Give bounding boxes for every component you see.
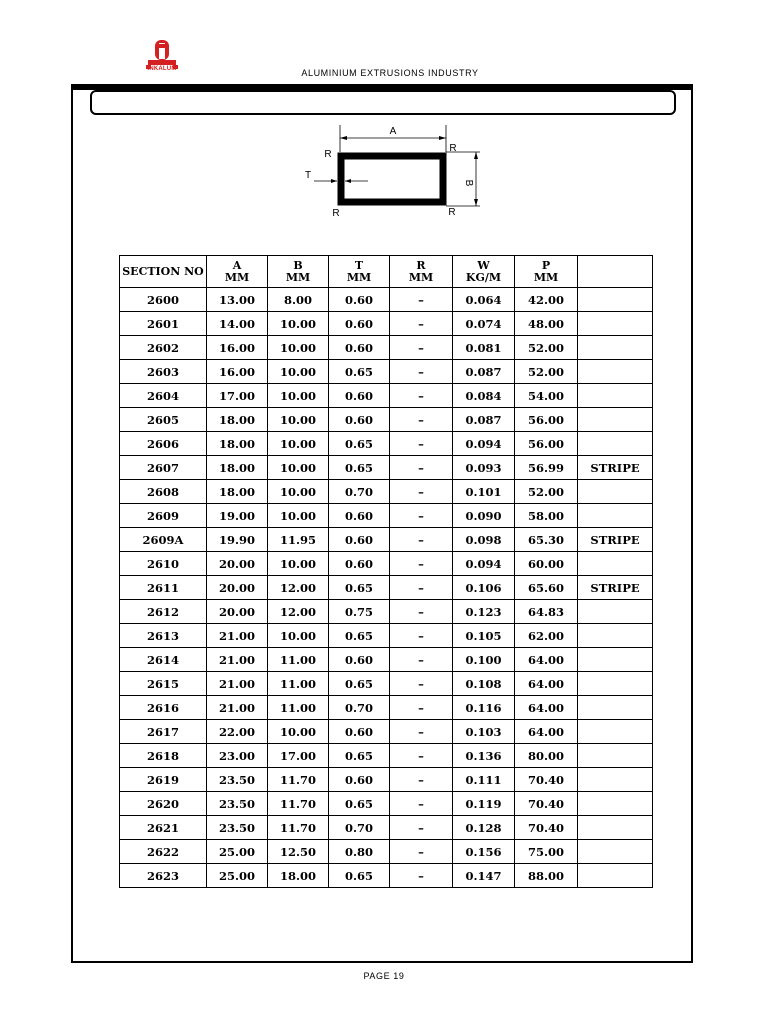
cell-t-mm: 0.65 xyxy=(329,792,390,816)
cell-section-no: 2605 xyxy=(120,408,207,432)
cell-a-mm: 20.00 xyxy=(207,576,268,600)
cell-section-no: 2617 xyxy=(120,720,207,744)
cell-r-mm: – xyxy=(390,480,453,504)
cell-section-no: 2601 xyxy=(120,312,207,336)
cell-r-mm: – xyxy=(390,744,453,768)
cell-p-mm: 80.00 xyxy=(515,744,578,768)
cell-b-mm: 11.00 xyxy=(268,648,329,672)
table-row xyxy=(120,480,653,504)
cell-section-no: 2608 xyxy=(120,480,207,504)
title-banner xyxy=(90,90,676,115)
table-row xyxy=(120,552,653,576)
column-header-w-kgm xyxy=(453,256,515,288)
dim-b-label: B xyxy=(463,179,474,187)
column-header-label: P xyxy=(541,258,551,272)
cell-r-mm: – xyxy=(390,768,453,792)
cell-a-mm: 21.00 xyxy=(207,672,268,696)
cell-p-mm: 48.00 xyxy=(515,312,578,336)
cell-p-mm: 52.00 xyxy=(515,336,578,360)
cell-t-mm: 0.65 xyxy=(329,672,390,696)
cell-t-mm: 0.70 xyxy=(329,480,390,504)
cell-b-mm: 11.70 xyxy=(268,792,329,816)
cell-section-no: 2616 xyxy=(120,696,207,720)
cell-t-mm: 0.70 xyxy=(329,816,390,840)
cell-b-mm: 10.00 xyxy=(268,504,329,528)
dim-t-label: T xyxy=(304,170,312,181)
column-header-label: R xyxy=(416,258,426,272)
cell-section-no: 2620 xyxy=(120,792,207,816)
column-header-label: SECTION NO xyxy=(122,264,204,278)
column-header-label: A xyxy=(232,258,242,272)
cell-b-mm: 18.00 xyxy=(268,864,329,888)
cell-remark xyxy=(578,864,653,888)
cell-a-mm: 18.00 xyxy=(207,456,268,480)
cell-r-mm: – xyxy=(390,672,453,696)
cell-b-mm: 10.00 xyxy=(268,480,329,504)
cell-a-mm: 23.50 xyxy=(207,768,268,792)
cell-p-mm: 65.60 xyxy=(515,576,578,600)
cell-section-no: 2610 xyxy=(120,552,207,576)
cell-t-mm: 0.60 xyxy=(329,504,390,528)
cell-t-mm: 0.75 xyxy=(329,600,390,624)
cell-r-mm: – xyxy=(390,720,453,744)
column-header-b-mm xyxy=(268,256,329,288)
cell-p-mm: 62.00 xyxy=(515,624,578,648)
cell-r-mm: – xyxy=(390,456,453,480)
cell-section-no: 2600 xyxy=(120,288,207,312)
cell-t-mm: 0.80 xyxy=(329,840,390,864)
radius-label-tr: R xyxy=(449,143,457,154)
cell-w-kgm: 0.094 xyxy=(453,552,515,576)
cell-remark xyxy=(578,480,653,504)
cell-t-mm: 0.70 xyxy=(329,696,390,720)
cell-w-kgm: 0.103 xyxy=(453,720,515,744)
cell-a-mm: 16.00 xyxy=(207,360,268,384)
cell-b-mm: 10.00 xyxy=(268,624,329,648)
cell-remark xyxy=(578,648,653,672)
cell-t-mm: 0.60 xyxy=(329,408,390,432)
cell-w-kgm: 0.094 xyxy=(453,432,515,456)
cell-section-no: 2604 xyxy=(120,384,207,408)
cell-t-mm: 0.65 xyxy=(329,864,390,888)
cell-a-mm: 20.00 xyxy=(207,600,268,624)
column-header-unit: MM xyxy=(224,270,250,284)
cell-a-mm: 17.00 xyxy=(207,384,268,408)
cell-w-kgm: 0.119 xyxy=(453,792,515,816)
cell-p-mm: 70.40 xyxy=(515,792,578,816)
cell-a-mm: 25.00 xyxy=(207,840,268,864)
cell-w-kgm: 0.098 xyxy=(453,528,515,552)
cell-t-mm: 0.65 xyxy=(329,360,390,384)
cell-section-no: 2609 xyxy=(120,504,207,528)
cell-p-mm: 88.00 xyxy=(515,864,578,888)
cell-section-no: 2621 xyxy=(120,816,207,840)
cell-remark xyxy=(578,312,653,336)
cell-p-mm: 56.00 xyxy=(515,408,578,432)
cell-a-mm: 16.00 xyxy=(207,336,268,360)
cell-section-no: 2603 xyxy=(120,360,207,384)
cell-remark xyxy=(578,816,653,840)
cell-a-mm: 21.00 xyxy=(207,648,268,672)
cell-w-kgm: 0.147 xyxy=(453,864,515,888)
cell-t-mm: 0.60 xyxy=(329,552,390,576)
table-row xyxy=(120,672,653,696)
cell-r-mm: – xyxy=(390,864,453,888)
cell-w-kgm: 0.101 xyxy=(453,480,515,504)
cell-p-mm: 60.00 xyxy=(515,552,578,576)
cell-b-mm: 10.00 xyxy=(268,720,329,744)
cell-remark xyxy=(578,600,653,624)
cell-w-kgm: 0.156 xyxy=(453,840,515,864)
table-row xyxy=(120,576,653,600)
cell-w-kgm: 0.064 xyxy=(453,288,515,312)
cell-b-mm: 8.00 xyxy=(268,288,329,312)
cell-t-mm: 0.60 xyxy=(329,288,390,312)
cell-section-no: 2606 xyxy=(120,432,207,456)
cell-p-mm: 70.40 xyxy=(515,816,578,840)
cell-r-mm: – xyxy=(390,624,453,648)
cell-section-no: 2618 xyxy=(120,744,207,768)
cell-t-mm: 0.65 xyxy=(329,576,390,600)
company-tagline: ALUMINIUM EXTRUSIONS INDUSTRY xyxy=(301,68,479,78)
column-header-unit: MM xyxy=(346,270,372,284)
cell-w-kgm: 0.084 xyxy=(453,384,515,408)
cell-remark xyxy=(578,696,653,720)
cell-a-mm: 21.00 xyxy=(207,624,268,648)
section-spec-table xyxy=(119,255,653,888)
cell-section-no: 2612 xyxy=(120,600,207,624)
table-header-row xyxy=(120,256,653,288)
cell-b-mm: 11.00 xyxy=(268,672,329,696)
cell-r-mm: – xyxy=(390,840,453,864)
cell-a-mm: 25.00 xyxy=(207,864,268,888)
cell-t-mm: 0.60 xyxy=(329,312,390,336)
cell-b-mm: 10.00 xyxy=(268,384,329,408)
cell-remark xyxy=(578,288,653,312)
cell-p-mm: 54.00 xyxy=(515,384,578,408)
cell-b-mm: 12.00 xyxy=(268,600,329,624)
cell-remark: STRIPE xyxy=(578,456,653,480)
cell-w-kgm: 0.106 xyxy=(453,576,515,600)
cell-w-kgm: 0.105 xyxy=(453,624,515,648)
cell-a-mm: 23.50 xyxy=(207,792,268,816)
cell-remark xyxy=(578,672,653,696)
table-row xyxy=(120,744,653,768)
cell-section-no: 2615 xyxy=(120,672,207,696)
cell-b-mm: 12.50 xyxy=(268,840,329,864)
cell-b-mm: 10.00 xyxy=(268,336,329,360)
column-header-unit: MM xyxy=(533,270,559,284)
table-row xyxy=(120,696,653,720)
cell-remark xyxy=(578,432,653,456)
cell-b-mm: 10.00 xyxy=(268,552,329,576)
page-number: PAGE 19 xyxy=(363,971,405,981)
cell-a-mm: 21.00 xyxy=(207,696,268,720)
cell-r-mm: – xyxy=(390,600,453,624)
cell-p-mm: 75.00 xyxy=(515,840,578,864)
cell-p-mm: 64.00 xyxy=(515,648,578,672)
cell-t-mm: 0.60 xyxy=(329,648,390,672)
column-header-r-mm xyxy=(390,256,453,288)
cell-r-mm: – xyxy=(390,648,453,672)
cell-a-mm: 22.00 xyxy=(207,720,268,744)
cell-b-mm: 10.00 xyxy=(268,312,329,336)
cell-p-mm: 64.00 xyxy=(515,720,578,744)
cell-t-mm: 0.60 xyxy=(329,528,390,552)
cell-b-mm: 11.70 xyxy=(268,768,329,792)
cell-w-kgm: 0.116 xyxy=(453,696,515,720)
rectangular-tube-diagram xyxy=(290,120,500,225)
cell-section-no: 2622 xyxy=(120,840,207,864)
cell-a-mm: 19.00 xyxy=(207,504,268,528)
cell-remark xyxy=(578,360,653,384)
cell-w-kgm: 0.111 xyxy=(453,768,515,792)
cell-p-mm: 56.00 xyxy=(515,432,578,456)
column-header-label: B xyxy=(293,258,303,272)
column-header-unit: MM xyxy=(408,270,434,284)
cell-p-mm: 42.00 xyxy=(515,288,578,312)
cell-w-kgm: 0.136 xyxy=(453,744,515,768)
radius-label-br: R xyxy=(448,207,456,218)
cell-a-mm: 18.00 xyxy=(207,408,268,432)
cell-a-mm: 20.00 xyxy=(207,552,268,576)
cell-b-mm: 10.00 xyxy=(268,360,329,384)
cell-remark: STRIPE xyxy=(578,528,653,552)
cell-a-mm: 13.00 xyxy=(207,288,268,312)
cell-b-mm: 17.00 xyxy=(268,744,329,768)
cell-b-mm: 11.70 xyxy=(268,816,329,840)
cell-b-mm: 12.00 xyxy=(268,576,329,600)
cell-r-mm: – xyxy=(390,336,453,360)
cell-r-mm: – xyxy=(390,288,453,312)
cell-remark xyxy=(578,768,653,792)
cell-r-mm: – xyxy=(390,432,453,456)
cell-p-mm: 52.00 xyxy=(515,480,578,504)
table-row xyxy=(120,768,653,792)
cell-b-mm: 10.00 xyxy=(268,408,329,432)
table-row xyxy=(120,816,653,840)
cell-r-mm: – xyxy=(390,792,453,816)
table-row xyxy=(120,504,653,528)
cell-b-mm: 11.95 xyxy=(268,528,329,552)
cell-w-kgm: 0.108 xyxy=(453,672,515,696)
cell-remark xyxy=(578,336,653,360)
table-row xyxy=(120,792,653,816)
cell-a-mm: 19.90 xyxy=(207,528,268,552)
cell-p-mm: 58.00 xyxy=(515,504,578,528)
cell-r-mm: – xyxy=(390,312,453,336)
cell-w-kgm: 0.090 xyxy=(453,504,515,528)
radius-label-tl: R xyxy=(324,149,332,160)
table-body xyxy=(120,288,653,888)
cell-t-mm: 0.65 xyxy=(329,432,390,456)
table-row xyxy=(120,312,653,336)
cell-b-mm: 10.00 xyxy=(268,432,329,456)
column-header-remark xyxy=(578,256,653,288)
column-header-unit: KG/M xyxy=(465,270,502,284)
cell-b-mm: 11.00 xyxy=(268,696,329,720)
cell-w-kgm: 0.087 xyxy=(453,360,515,384)
cell-w-kgm: 0.081 xyxy=(453,336,515,360)
table-row xyxy=(120,528,653,552)
cell-p-mm: 64.83 xyxy=(515,600,578,624)
table-row xyxy=(120,840,653,864)
table-row xyxy=(120,408,653,432)
cell-remark xyxy=(578,792,653,816)
cell-a-mm: 18.00 xyxy=(207,480,268,504)
cell-t-mm: 0.60 xyxy=(329,768,390,792)
table-row xyxy=(120,720,653,744)
cell-p-mm: 56.99 xyxy=(515,456,578,480)
cell-section-no: 2607 xyxy=(120,456,207,480)
cell-r-mm: – xyxy=(390,360,453,384)
cell-b-mm: 10.00 xyxy=(268,456,329,480)
cell-t-mm: 0.60 xyxy=(329,384,390,408)
cell-r-mm: – xyxy=(390,504,453,528)
cell-r-mm: – xyxy=(390,576,453,600)
column-header-label: T xyxy=(354,258,364,272)
cell-r-mm: – xyxy=(390,816,453,840)
table-row xyxy=(120,288,653,312)
cell-section-no: 2614 xyxy=(120,648,207,672)
cell-section-no: 2609A xyxy=(120,528,207,552)
table-row xyxy=(120,456,653,480)
table-row xyxy=(120,600,653,624)
cell-w-kgm: 0.074 xyxy=(453,312,515,336)
column-header-a-mm xyxy=(207,256,268,288)
table-row xyxy=(120,648,653,672)
cell-w-kgm: 0.100 xyxy=(453,648,515,672)
column-header-t-mm xyxy=(329,256,390,288)
cell-remark xyxy=(578,624,653,648)
dim-a-label: A xyxy=(389,126,397,137)
cell-remark xyxy=(578,384,653,408)
cell-w-kgm: 0.087 xyxy=(453,408,515,432)
table-row xyxy=(120,432,653,456)
cell-remark xyxy=(578,408,653,432)
table-row xyxy=(120,624,653,648)
cell-t-mm: 0.65 xyxy=(329,624,390,648)
cell-t-mm: 0.65 xyxy=(329,744,390,768)
cell-section-no: 2611 xyxy=(120,576,207,600)
cell-a-mm: 23.00 xyxy=(207,744,268,768)
table-row xyxy=(120,360,653,384)
column-header-unit: MM xyxy=(285,270,311,284)
cell-t-mm: 0.65 xyxy=(329,456,390,480)
table-row xyxy=(120,336,653,360)
cell-r-mm: – xyxy=(390,384,453,408)
cell-r-mm: – xyxy=(390,552,453,576)
cell-section-no: 2619 xyxy=(120,768,207,792)
cell-section-no: 2613 xyxy=(120,624,207,648)
cell-p-mm: 64.00 xyxy=(515,672,578,696)
cell-remark xyxy=(578,840,653,864)
table-row xyxy=(120,864,653,888)
cell-t-mm: 0.60 xyxy=(329,336,390,360)
cell-p-mm: 70.40 xyxy=(515,768,578,792)
cell-p-mm: 52.00 xyxy=(515,360,578,384)
cell-r-mm: – xyxy=(390,408,453,432)
cell-p-mm: 64.00 xyxy=(515,696,578,720)
logo-wordmark: INKALUM xyxy=(147,66,177,72)
cell-a-mm: 18.00 xyxy=(207,432,268,456)
cell-remark xyxy=(578,504,653,528)
cell-section-no: 2623 xyxy=(120,864,207,888)
cell-r-mm: – xyxy=(390,696,453,720)
table-row xyxy=(120,384,653,408)
cell-a-mm: 23.50 xyxy=(207,816,268,840)
cell-remark xyxy=(578,744,653,768)
cell-t-mm: 0.60 xyxy=(329,720,390,744)
cell-remark xyxy=(578,552,653,576)
cell-w-kgm: 0.093 xyxy=(453,456,515,480)
cell-r-mm: – xyxy=(390,528,453,552)
column-header-p-mm xyxy=(515,256,578,288)
cell-p-mm: 65.30 xyxy=(515,528,578,552)
cell-section-no: 2602 xyxy=(120,336,207,360)
cell-w-kgm: 0.123 xyxy=(453,600,515,624)
cell-w-kgm: 0.128 xyxy=(453,816,515,840)
column-header-section-no xyxy=(120,256,207,288)
cell-remark xyxy=(578,720,653,744)
cell-remark: STRIPE xyxy=(578,576,653,600)
radius-label-bl: R xyxy=(332,208,340,219)
column-header-label: W xyxy=(477,258,490,272)
cell-a-mm: 14.00 xyxy=(207,312,268,336)
